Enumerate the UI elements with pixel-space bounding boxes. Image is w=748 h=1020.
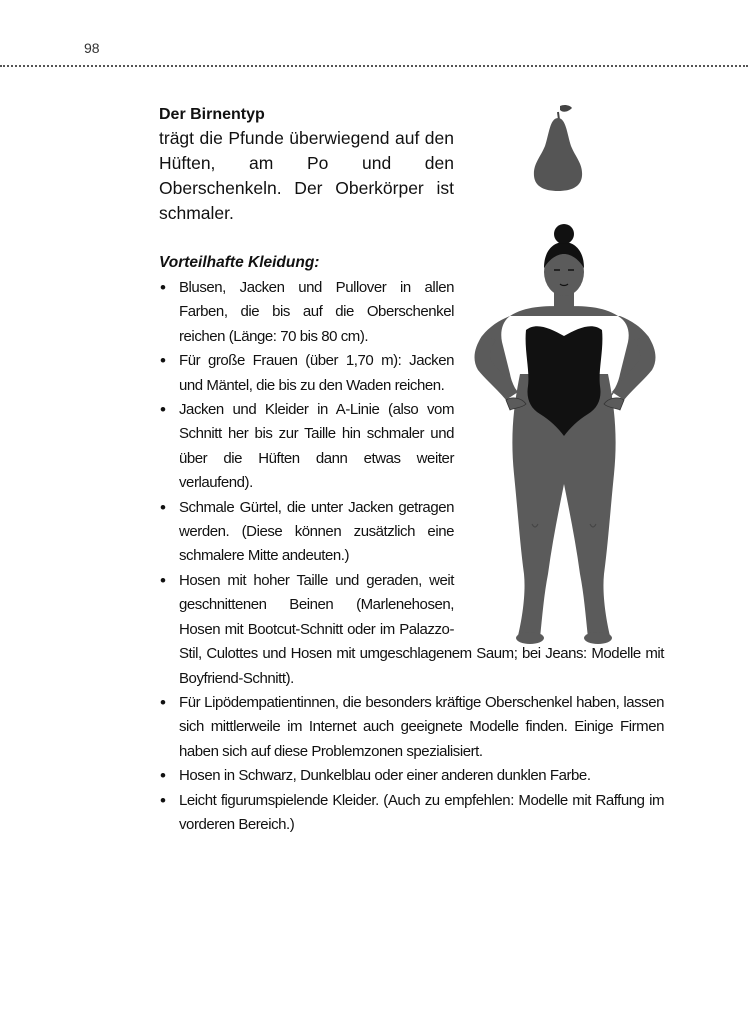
list-item: • Für Lipödempatientinnen, die besonders kräftige Oberschenkel haben, lassen sich mittlerweile im Internet auch geeignete Modelle finden. Einige Firmen haben sich auf diese Problemzonen spezialisiert. (159, 691, 664, 764)
page-number: 98 (84, 40, 100, 56)
list-item: • Schmale Gürtel, die unter Jacken getragen werden. (Diese können zusätzlich eine schmalere Mitte andeuten.) (159, 496, 664, 569)
list-item: • Jacken und Kleider in A-Linie (also vom Schnitt her bis zur Taille hin schmaler und über die Hüften dann etwas weiter verlaufend). (159, 398, 664, 496)
list-item: • Hosen mit hoher Taille und geraden, weit geschnittenen Beinen (Marlenehosen, Hosen mit Bootcut-Schnitt oder im Palazzo-Stil, Culottes und Hosen mit umgeschlagenem Saum; bei Jeans: Modelle mit Boyfriend-Schnitt). (159, 569, 664, 691)
list-item: • Blusen, Jacken und Pullover in allen Farben, die bis auf die Oberschenkel reichen (Länge: 70 bis 80 cm). (159, 276, 664, 349)
list-item: • Leicht figurumspielende Kleider. (Auch zu empfehlen: Modelle mit Raffung im vorderen Bereich.) (159, 789, 664, 838)
section-intro: trägt die Pfunde überwiegend auf den Hüften, am Po und den Oberschenkeln. Der Oberkörper ist schmaler. (159, 128, 454, 223)
header-divider (0, 65, 748, 67)
recommendations-list (159, 276, 664, 837)
article (159, 104, 664, 837)
recommendations-subheading: Vorteilhafte Kleidung: (159, 254, 320, 271)
section-heading: Der Birnentyp (159, 106, 265, 123)
list-item: • Hosen in Schwarz, Dunkelblau oder einer anderen dunklen Farbe. (159, 764, 664, 788)
list-item: • Für große Frauen (über 1,70 m): Jacken und Mäntel, die bis zu den Waden reichen. (159, 349, 664, 398)
